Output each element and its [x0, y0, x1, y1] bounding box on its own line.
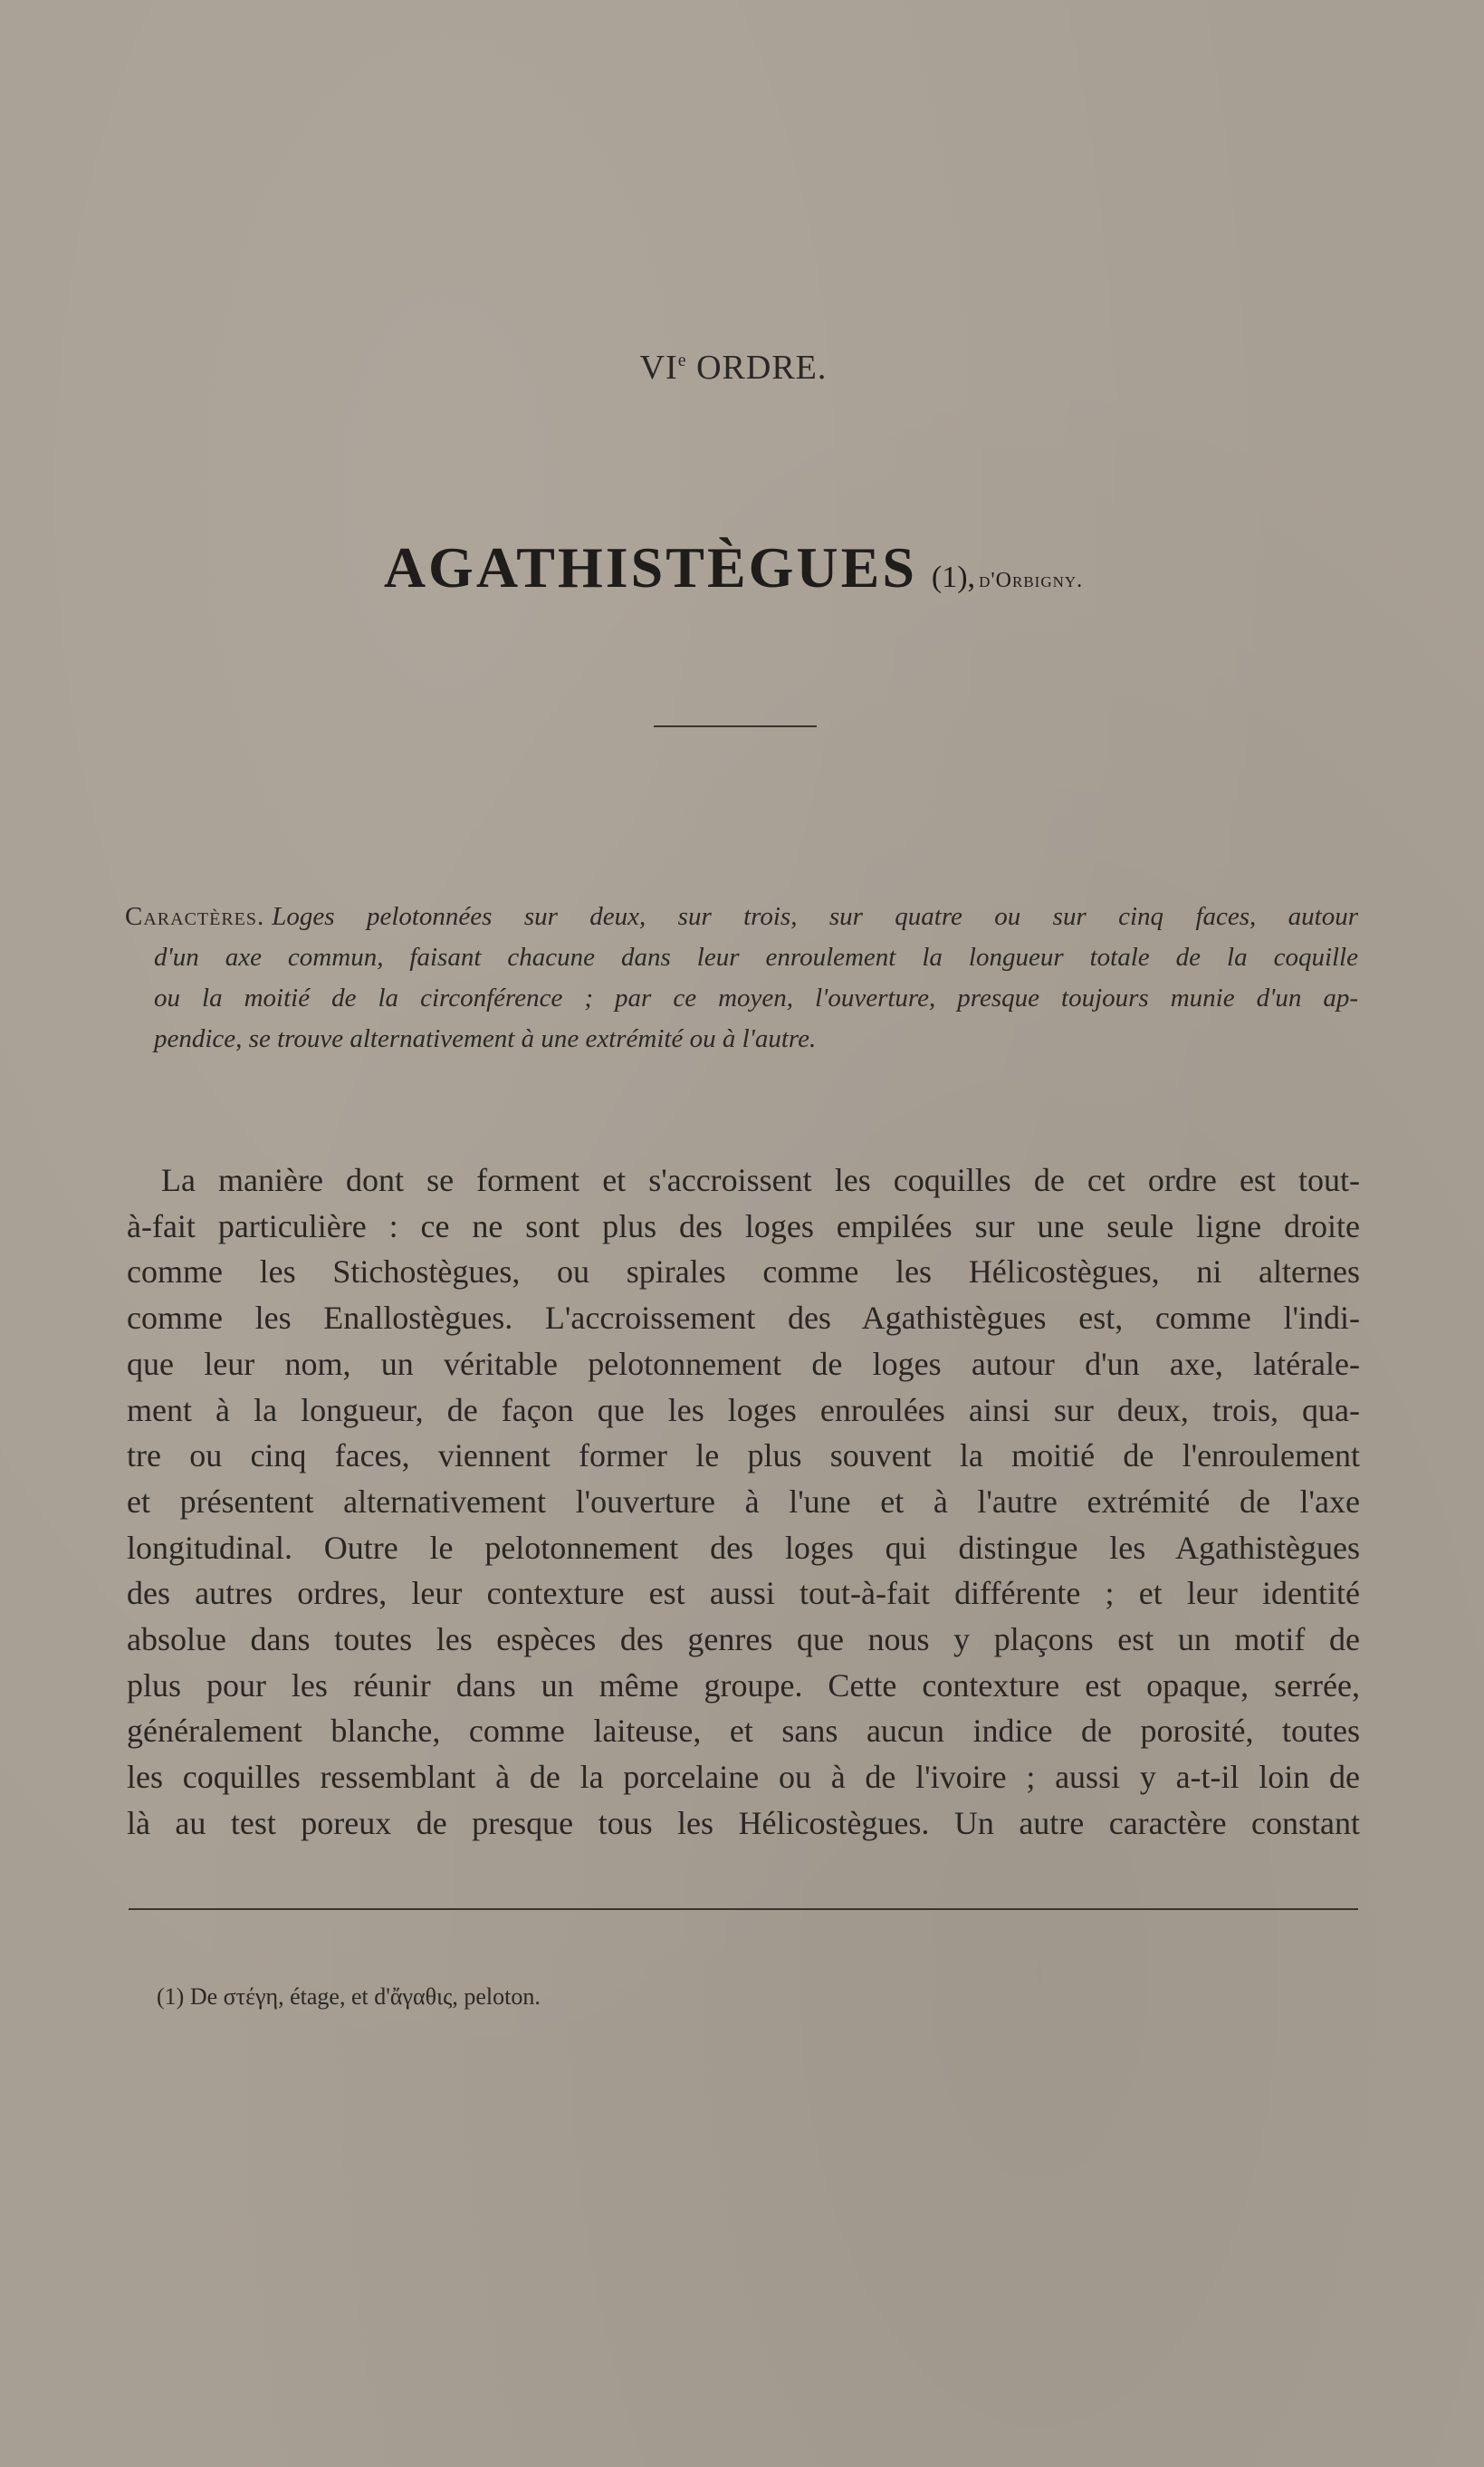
paragraph-line: à-fait particulière : ce ne sont plus des loges empilées sur une seule ligne droite	[127, 1207, 1360, 1244]
section-title	[0, 534, 1467, 601]
paragraph-line: que leur nom, un véritable pelotonnement de loges autour d'un axe, latérale-	[127, 1345, 1360, 1382]
footnote-divider	[129, 1908, 1358, 1910]
title-main: AGATHISTÈGUES	[383, 535, 917, 600]
paragraph-line: les coquilles ressemblant à de la porcelaine ou à de l'ivoire ; aussi y a-t-il loin de	[127, 1759, 1360, 1796]
characters-line: ou la moitié de la circonférence ; par ce moyen, l'ouverture, presque toujours munie d'un ap-	[154, 984, 1358, 1013]
paragraph-line: généralement blanche, comme laiteuse, et sans aucun indice de porosité, toutes	[127, 1713, 1360, 1750]
paragraph-line: ment à la longueur, de façon que les loges enroulées ainsi sur deux, trois, qua-	[127, 1391, 1360, 1428]
paragraph-line: et présentent alternativement l'ouverture à l'une et à l'autre extrémité de l'axe	[127, 1483, 1360, 1520]
paragraph-line: comme les Stichostègues, ou spirales comme les Hélicostègues, ni alternes	[127, 1253, 1360, 1291]
paragraph-line: tre ou cinq faces, viennent former le plus souvent la moitié de l'enroulement	[127, 1437, 1360, 1474]
title-divider	[654, 725, 817, 727]
paragraph-line: absolue dans toutes les espèces des genres que nous y plaçons est un motif de	[127, 1621, 1360, 1658]
paragraph-line: comme les Enallostègues. L'accroissement des Agathistègues est, comme l'indi-	[127, 1300, 1360, 1337]
paragraph-line: des autres ordres, leur contexture est aussi tout-à-fait différente ; et leur identité	[127, 1575, 1360, 1612]
paragraph-line: plus pour les réunir dans un même groupe. Cette contexture est opaque, serrée,	[127, 1666, 1360, 1704]
characters-text: Loges pelotonnées sur deux, sur trois, sur quatre ou sur cinq faces, autour	[272, 902, 1358, 931]
body-paragraph	[127, 1157, 1360, 1847]
paragraph-line: La manière dont se forment et s'accroissent les coquilles de cet ordre est tout-	[161, 1162, 1360, 1198]
order-heading	[0, 348, 1467, 388]
title-footnote-ref: (1),	[931, 561, 976, 594]
characters-lead: Caractères.	[125, 902, 265, 931]
characters-block	[125, 897, 1358, 1060]
paragraph-line: longitudinal. Outre le pelotonnement des loges qui distingue les Agathistègues	[127, 1529, 1360, 1566]
paragraph-line: là au test poreux de presque tous les Hélicostègues. Un autre caractère constant	[127, 1804, 1360, 1841]
characters-line: d'un axe commun, faisant chacune dans leur enroulement la longueur totale de la coquille	[154, 943, 1358, 972]
title-author: d'Orbigny.	[979, 569, 1084, 592]
footnote: (1) De στέγη, étage, et d'ἄγαθις, peloton.	[157, 1983, 541, 2010]
characters-line	[125, 897, 1358, 937]
order-roman: VI	[639, 349, 678, 387]
characters-line: pendice, se trouve alternativement à une extrémité ou à l'autre.	[154, 1024, 817, 1053]
order-word: ORDRE.	[696, 349, 828, 387]
order-superscript: e	[677, 350, 687, 370]
